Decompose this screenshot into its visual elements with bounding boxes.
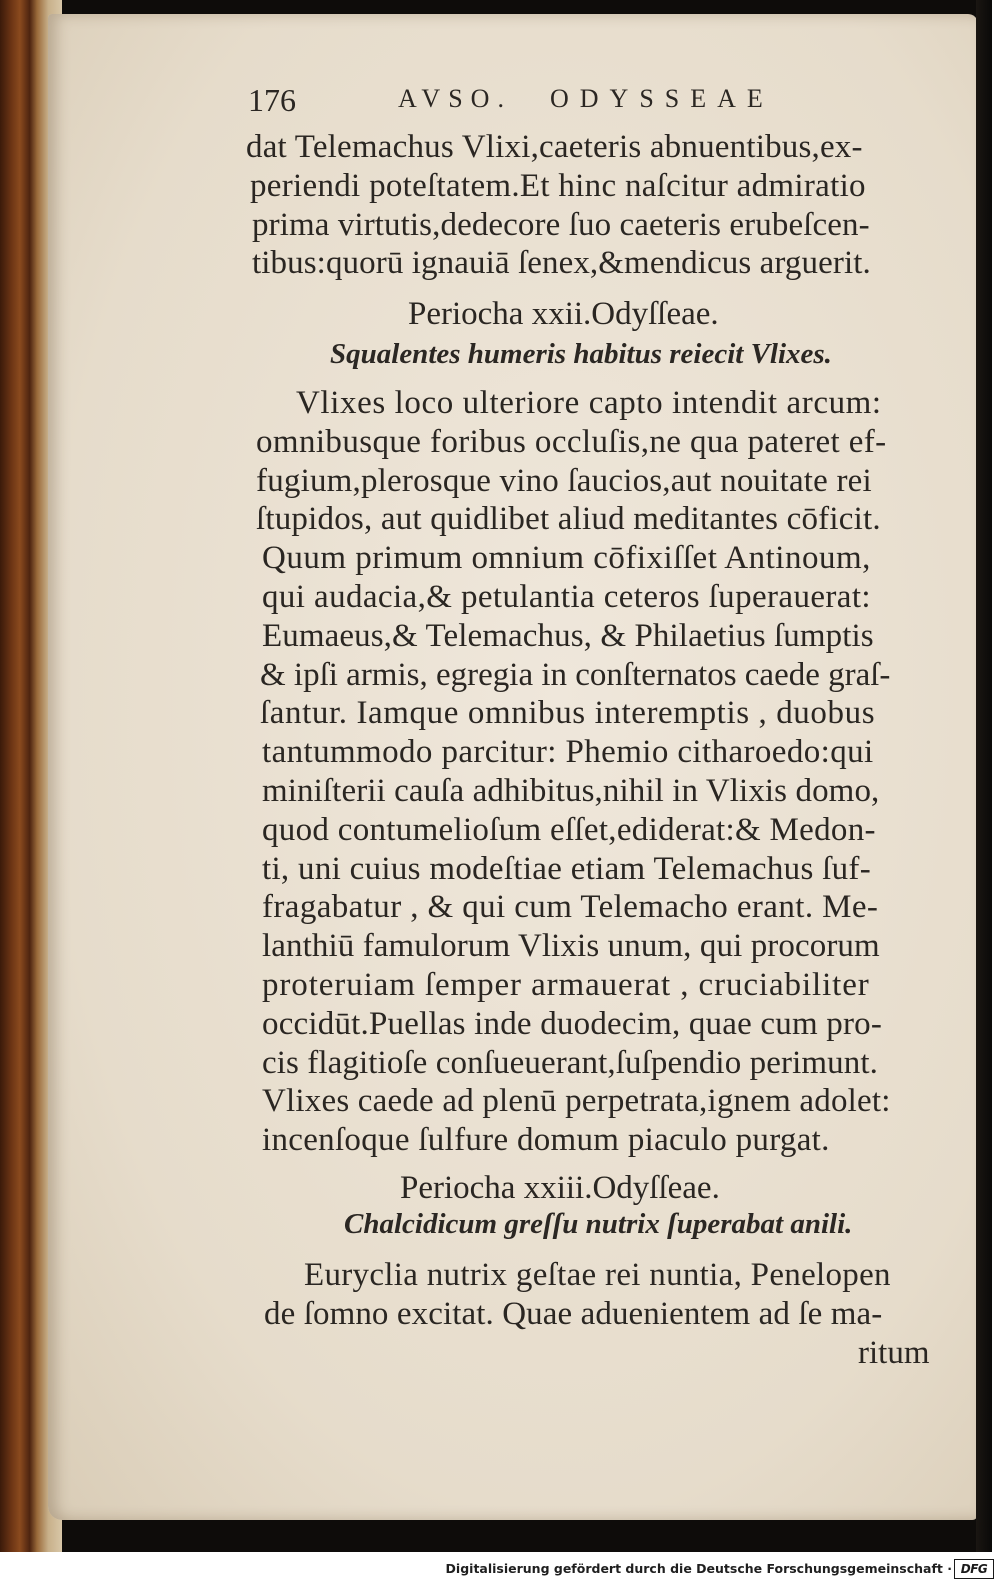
text-line: Vlixes loco ulteriore capto intendit arcum:: [296, 385, 882, 421]
text-line: de ſomno excitat. Quae aduenientem ad ſe ma-: [264, 1296, 883, 1332]
text-line: Vlixes caede ad plenū perpetrata,ignem adolet:: [262, 1083, 891, 1119]
text-line: Euryclia nutrix geſtae rei nuntia, Penelopen: [304, 1257, 891, 1293]
catchword: ritum: [858, 1335, 930, 1371]
text-line: Eumaeus,& Telemachus, & Philaetius ſumptis: [262, 618, 874, 654]
digitization-footer: [0, 1552, 1000, 1584]
text-line: tantummodo parcitur: Phemio citharoedo:qui: [262, 734, 874, 770]
page-edge-shadow: [976, 0, 992, 1552]
text-line: miniſterii cauſa adhibitus,nihil in Vlixis domo,: [262, 773, 880, 809]
section-heading: Periocha xxiii.Odyſſeae.: [400, 1170, 720, 1206]
text-line: lanthiū famulorum Vlixis unum, qui procorum: [262, 928, 880, 964]
page-number: 176: [248, 82, 296, 118]
text-line: & ipſi armis, egregia in conſternatos caede graſ-: [260, 657, 891, 693]
text-line: omnibusque foribus occluſis,ne qua pateret ef-: [256, 424, 887, 460]
text-line: ti, uni cuius modeſtiae etiam Telemachus ſuf-: [262, 851, 871, 887]
text-line: fugium,plerosque vino ſaucios,aut nouitate rei: [256, 463, 872, 499]
text-line: dat Telemachus Vlixi,caeteris abnuentibus,ex-: [246, 129, 863, 165]
text-line: incenſoque ſulfure domum piaculo purgat.: [262, 1122, 830, 1158]
text-line: ſtupidos, aut quidlibet aliud meditantes cōficit.: [256, 501, 881, 537]
text-line: occidūt.Puellas inde duodecim, quae cum pro-: [262, 1006, 883, 1042]
text-line: quod contumelioſum eſſet,ediderat:& Medon-: [262, 812, 876, 848]
running-head: [248, 82, 822, 122]
text-line: tibus:quorū ignauiā ſenex,&mendicus arguerit.: [252, 245, 871, 281]
running-head-right: ODYSSEAE: [550, 84, 774, 113]
section-verse: Squalentes humeris habitus reiecit Vlixes.: [330, 338, 832, 370]
text-line: Quum primum omnium cōfixiſſet Antinoum,: [262, 540, 871, 576]
funding-credit: Digitalisierung gefördert durch die Deutsche Forschungsgemeinschaft ·: [445, 1561, 952, 1576]
text-line: qui audacia,& petulantia ceteros ſuperauerat:: [262, 579, 871, 615]
section-verse: Chalcidicum greſſu nutrix ſuperabat anili.: [344, 1208, 853, 1240]
text-line: periendi poteſtatem.Et hinc naſcitur admiratio: [250, 168, 866, 204]
section-heading: Periocha xxii.Odyſſeae.: [408, 296, 719, 332]
text-line: fragabatur , & qui cum Telemacho erant. Me-: [262, 889, 879, 925]
text-line: prima virtutis,dedecore ſuo caeteris erubeſcen-: [252, 207, 870, 243]
text-line: cis flagitioſe conſueuerant,ſuſpendio perimunt.: [262, 1045, 878, 1081]
text-line: ſantur. Iamque omnibus interemptis , duobus: [260, 695, 876, 731]
text-line: proteruiam ſemper armauerat , cruciabiliter: [262, 967, 870, 1003]
running-head-left: AVSO.: [398, 84, 512, 113]
dfg-logo: DFG: [954, 1559, 994, 1579]
